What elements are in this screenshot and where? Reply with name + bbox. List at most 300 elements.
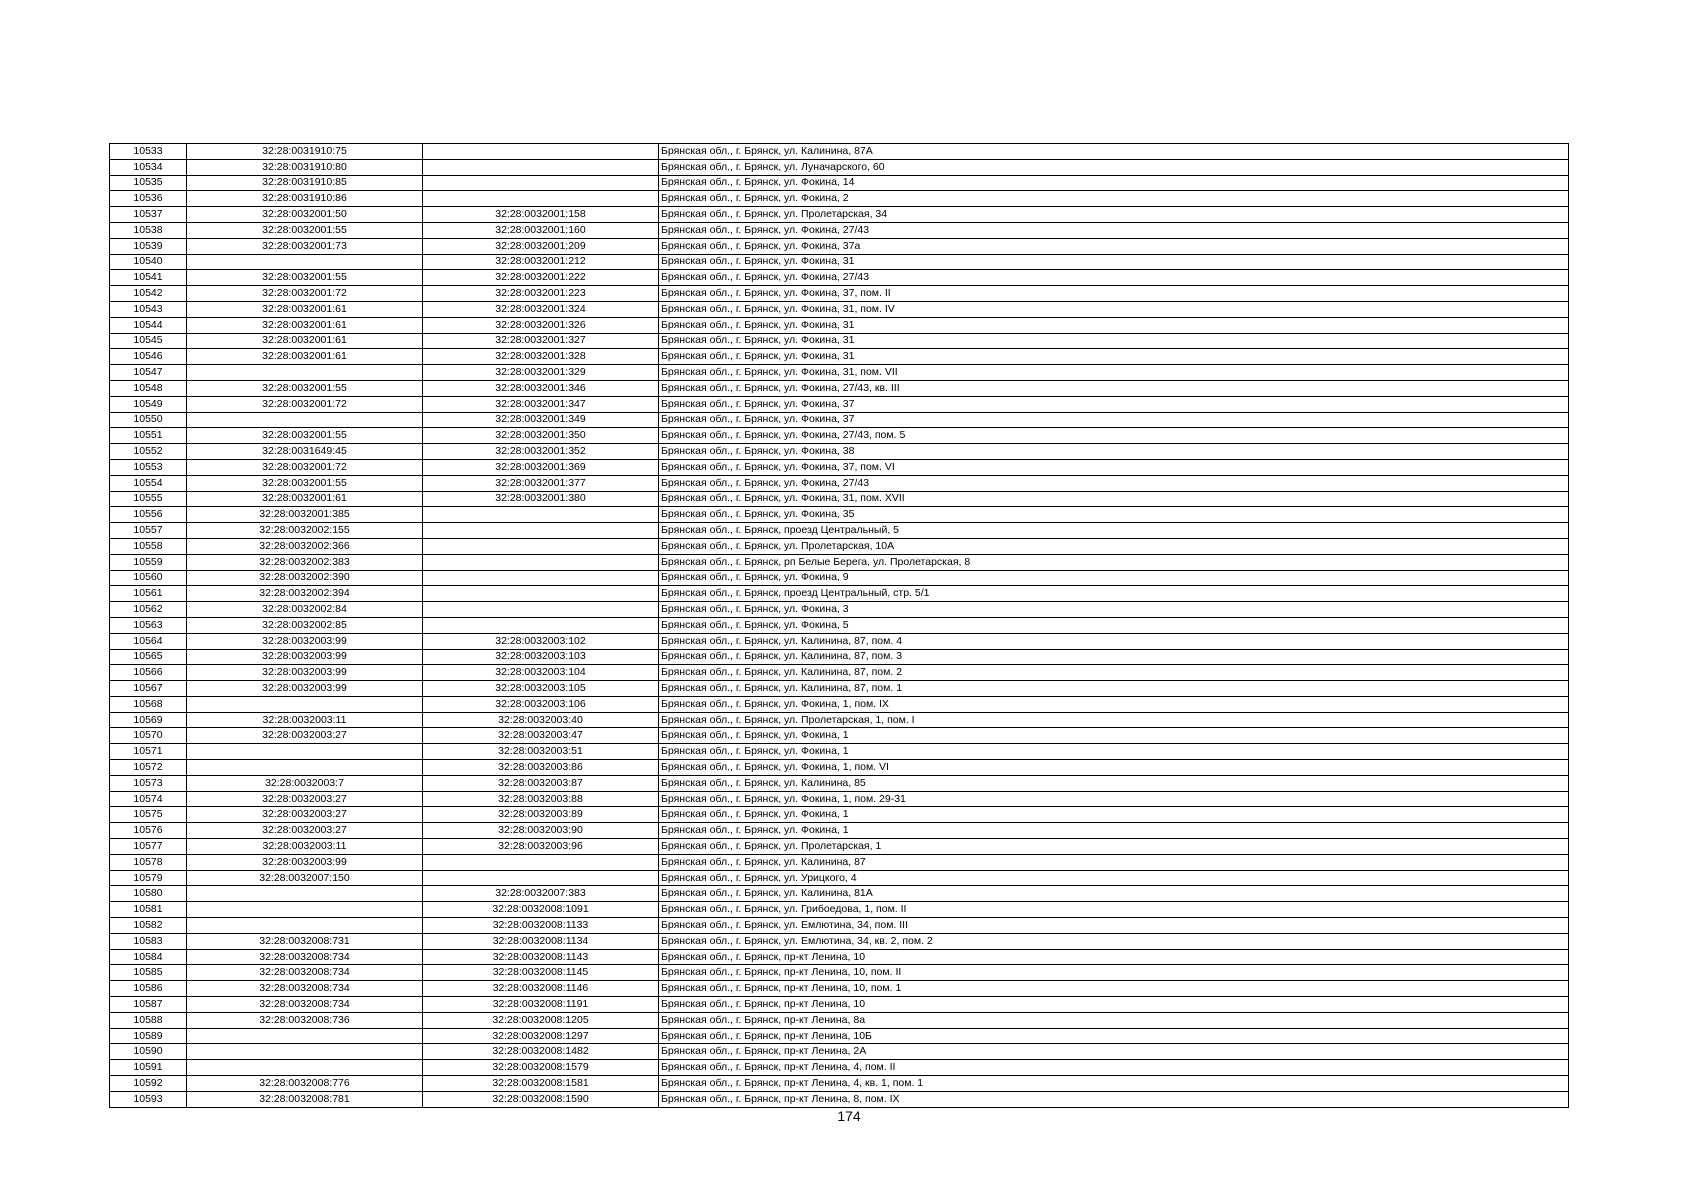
row-number-cell: 10542	[110, 286, 187, 302]
table-row	[110, 507, 1569, 523]
table-row	[110, 696, 1569, 712]
parcel-number-cell: 32:28:0032008:734	[187, 965, 423, 981]
address-cell: Брянская обл., г. Брянск, ул. Фокина, 5	[659, 617, 1569, 633]
address-cell: Брянская обл., г. Брянск, ул. Фокина, 1	[659, 744, 1569, 760]
object-number-cell: 32:28:0032003:89	[423, 807, 659, 823]
row-number-cell: 10590	[110, 1044, 187, 1060]
row-number-cell: 10593	[110, 1091, 187, 1107]
object-number-cell: 32:28:0032003:104	[423, 665, 659, 681]
object-number-cell: 32:28:0032003:47	[423, 728, 659, 744]
row-number-cell: 10571	[110, 744, 187, 760]
row-number-cell: 10546	[110, 349, 187, 365]
row-number-cell: 10559	[110, 554, 187, 570]
address-cell: Брянская обл., г. Брянск, пр-кт Ленина, 10	[659, 997, 1569, 1013]
object-number-cell: 32:28:0032008:1581	[423, 1076, 659, 1092]
parcel-number-cell	[187, 254, 423, 270]
table-row	[110, 1044, 1569, 1060]
parcel-number-cell: 32:28:0032001:61	[187, 349, 423, 365]
parcel-number-cell: 32:28:0032008:781	[187, 1091, 423, 1107]
address-cell: Брянская обл., г. Брянск, ул. Пролетарская, 10А	[659, 538, 1569, 554]
parcel-number-cell: 32:28:0032003:99	[187, 681, 423, 697]
object-number-cell	[423, 854, 659, 870]
address-cell: Брянская обл., г. Брянск, ул. Пролетарская, 34	[659, 207, 1569, 223]
object-number-cell	[423, 570, 659, 586]
row-number-cell: 10556	[110, 507, 187, 523]
address-cell: Брянская обл., г. Брянск, ул. Фокина, 31, пом. VII	[659, 365, 1569, 381]
table-row	[110, 491, 1569, 507]
table-row	[110, 191, 1569, 207]
row-number-cell: 10572	[110, 760, 187, 776]
table-row	[110, 1028, 1569, 1044]
row-number-cell: 10548	[110, 380, 187, 396]
table-row	[110, 886, 1569, 902]
parcel-number-cell: 32:28:0032003:11	[187, 839, 423, 855]
parcel-number-cell	[187, 696, 423, 712]
object-number-cell	[423, 617, 659, 633]
row-number-cell: 10564	[110, 633, 187, 649]
object-number-cell: 32:28:0032008:1297	[423, 1028, 659, 1044]
object-number-cell: 32:28:0032008:1091	[423, 902, 659, 918]
row-number-cell: 10539	[110, 238, 187, 254]
table-row	[110, 301, 1569, 317]
table-row	[110, 728, 1569, 744]
address-cell: Брянская обл., г. Брянск, проезд Центральный, 5	[659, 523, 1569, 539]
row-number-cell: 10561	[110, 586, 187, 602]
address-cell: Брянская обл., г. Брянск, ул. Фокина, 1	[659, 807, 1569, 823]
address-cell: Брянская обл., г. Брянск, ул. Фокина, 31	[659, 254, 1569, 270]
address-cell: Брянская обл., г. Брянск, пр-кт Ленина, 10	[659, 949, 1569, 965]
address-cell: Брянская обл., г. Брянск, ул. Фокина, 27/43	[659, 270, 1569, 286]
row-number-cell: 10558	[110, 538, 187, 554]
parcel-number-cell: 32:28:0032002:383	[187, 554, 423, 570]
parcel-number-cell: 32:28:0032001:61	[187, 491, 423, 507]
object-number-cell: 32:28:0032003:88	[423, 791, 659, 807]
object-number-cell: 32:28:0032008:1145	[423, 965, 659, 981]
row-number-cell: 10536	[110, 191, 187, 207]
object-number-cell	[423, 523, 659, 539]
table-row	[110, 649, 1569, 665]
address-cell: Брянская обл., г. Брянск, ул. Фокина, 27/43, пом. 5	[659, 428, 1569, 444]
row-number-cell: 10550	[110, 412, 187, 428]
row-number-cell: 10541	[110, 270, 187, 286]
table-row	[110, 586, 1569, 602]
parcel-number-cell: 32:28:0032002:366	[187, 538, 423, 554]
object-number-cell	[423, 602, 659, 618]
table-row	[110, 365, 1569, 381]
table-row	[110, 1012, 1569, 1028]
object-number-cell: 32:28:0032001:327	[423, 333, 659, 349]
address-cell: Брянская обл., г. Брянск, ул. Фокина, 31	[659, 333, 1569, 349]
table-row	[110, 380, 1569, 396]
parcel-number-cell: 32:28:0031910:86	[187, 191, 423, 207]
object-number-cell: 32:28:0032003:102	[423, 633, 659, 649]
object-number-cell: 32:28:0032008:1191	[423, 997, 659, 1013]
address-cell: Брянская обл., г. Брянск, ул. Фокина, 31, пом. XVII	[659, 491, 1569, 507]
table-row	[110, 617, 1569, 633]
row-number-cell: 10575	[110, 807, 187, 823]
object-number-cell: 32:28:0032001:369	[423, 459, 659, 475]
object-number-cell: 32:28:0032003:87	[423, 775, 659, 791]
row-number-cell: 10545	[110, 333, 187, 349]
object-number-cell: 32:28:0032008:1579	[423, 1060, 659, 1076]
object-number-cell: 32:28:0032008:1146	[423, 981, 659, 997]
parcel-number-cell	[187, 1028, 423, 1044]
parcel-number-cell: 32:28:0031910:75	[187, 144, 423, 160]
row-number-cell: 10538	[110, 222, 187, 238]
row-number-cell: 10555	[110, 491, 187, 507]
object-number-cell	[423, 538, 659, 554]
object-number-cell: 32:28:0032001:223	[423, 286, 659, 302]
object-number-cell	[423, 507, 659, 523]
object-number-cell: 32:28:0032001:222	[423, 270, 659, 286]
row-number-cell: 10568	[110, 696, 187, 712]
table-row	[110, 159, 1569, 175]
address-cell: Брянская обл., г. Брянск, пр-кт Ленина, 10, пом. II	[659, 965, 1569, 981]
table-row	[110, 554, 1569, 570]
parcel-number-cell: 32:28:0032001:55	[187, 428, 423, 444]
table-row	[110, 1091, 1569, 1107]
row-number-cell: 10552	[110, 444, 187, 460]
row-number-cell: 10584	[110, 949, 187, 965]
object-number-cell	[423, 144, 659, 160]
table-row	[110, 775, 1569, 791]
row-number-cell: 10579	[110, 870, 187, 886]
parcel-number-cell	[187, 744, 423, 760]
page-number: 174	[837, 1108, 861, 1124]
parcel-number-cell	[187, 886, 423, 902]
registry-table	[109, 143, 1569, 1108]
parcel-number-cell	[187, 918, 423, 934]
parcel-number-cell: 32:28:0032001:55	[187, 475, 423, 491]
table-row	[110, 333, 1569, 349]
table-row	[110, 254, 1569, 270]
address-cell: Брянская обл., г. Брянск, ул. Калинина, 87	[659, 854, 1569, 870]
address-cell: Брянская обл., г. Брянск, пр-кт Ленина, 4, кв. 1, пом. 1	[659, 1076, 1569, 1092]
address-cell: Брянская обл., г. Брянск, ул. Емлютина, 34, пом. III	[659, 918, 1569, 934]
object-number-cell: 32:28:0032001:212	[423, 254, 659, 270]
table-row	[110, 207, 1569, 223]
address-cell: Брянская обл., г. Брянск, ул. Фокина, 27/43	[659, 475, 1569, 491]
object-number-cell: 32:28:0032001:350	[423, 428, 659, 444]
address-cell: Брянская обл., г. Брянск, ул. Фокина, 1	[659, 728, 1569, 744]
row-number-cell: 10569	[110, 712, 187, 728]
row-number-cell: 10578	[110, 854, 187, 870]
table-row	[110, 839, 1569, 855]
table-row	[110, 222, 1569, 238]
address-cell: Брянская обл., г. Брянск, ул. Фокина, 37	[659, 412, 1569, 428]
object-number-cell: 32:28:0032008:1590	[423, 1091, 659, 1107]
parcel-number-cell: 32:28:0032003:27	[187, 791, 423, 807]
address-cell: Брянская обл., г. Брянск, рп Белые Берега, ул. Пролетарская, 8	[659, 554, 1569, 570]
row-number-cell: 10586	[110, 981, 187, 997]
row-number-cell: 10581	[110, 902, 187, 918]
table-row	[110, 286, 1569, 302]
parcel-number-cell: 32:28:0032001:55	[187, 270, 423, 286]
address-cell: Брянская обл., г. Брянск, ул. Пролетарская, 1	[659, 839, 1569, 855]
object-number-cell: 32:28:0032001:349	[423, 412, 659, 428]
parcel-number-cell: 32:28:0032001:61	[187, 317, 423, 333]
parcel-number-cell: 32:28:0032003:27	[187, 728, 423, 744]
parcel-number-cell: 32:28:0032002:85	[187, 617, 423, 633]
parcel-number-cell: 32:28:0032001:72	[187, 459, 423, 475]
address-cell: Брянская обл., г. Брянск, ул. Калинина, 87А	[659, 144, 1569, 160]
parcel-number-cell: 32:28:0032002:394	[187, 586, 423, 602]
parcel-number-cell: 32:28:0031910:80	[187, 159, 423, 175]
table-row	[110, 444, 1569, 460]
table-row	[110, 965, 1569, 981]
registry-table-body	[110, 144, 1569, 1108]
parcel-number-cell: 32:28:0032001:72	[187, 396, 423, 412]
address-cell: Брянская обл., г. Брянск, ул. Фокина, 9	[659, 570, 1569, 586]
object-number-cell: 32:28:0032003:103	[423, 649, 659, 665]
address-cell: Брянская обл., г. Брянск, ул. Фокина, 1, пом. IX	[659, 696, 1569, 712]
address-cell: Брянская обл., г. Брянск, ул. Калинина, 85	[659, 775, 1569, 791]
parcel-number-cell: 32:28:0032003:7	[187, 775, 423, 791]
row-number-cell: 10582	[110, 918, 187, 934]
table-row	[110, 317, 1569, 333]
address-cell: Брянская обл., г. Брянск, ул. Пролетарская, 1, пом. I	[659, 712, 1569, 728]
parcel-number-cell: 32:28:0032003:27	[187, 807, 423, 823]
row-number-cell: 10591	[110, 1060, 187, 1076]
table-row	[110, 396, 1569, 412]
parcel-number-cell: 32:28:0032002:155	[187, 523, 423, 539]
address-cell: Брянская обл., г. Брянск, ул. Емлютина, 34, кв. 2, пом. 2	[659, 933, 1569, 949]
parcel-number-cell: 32:28:0032008:734	[187, 981, 423, 997]
address-cell: Брянская обл., г. Брянск, ул. Фокина, 37	[659, 396, 1569, 412]
object-number-cell: 32:28:0032001:158	[423, 207, 659, 223]
object-number-cell: 32:28:0032001:209	[423, 238, 659, 254]
row-number-cell: 10567	[110, 681, 187, 697]
object-number-cell: 32:28:0032008:1133	[423, 918, 659, 934]
table-row	[110, 270, 1569, 286]
parcel-number-cell: 32:28:0032008:734	[187, 949, 423, 965]
address-cell: Брянская обл., г. Брянск, пр-кт Ленина, 10, пом. 1	[659, 981, 1569, 997]
row-number-cell: 10554	[110, 475, 187, 491]
address-cell: Брянская обл., г. Брянск, ул. Грибоедова, 1, пом. II	[659, 902, 1569, 918]
row-number-cell: 10574	[110, 791, 187, 807]
table-row	[110, 854, 1569, 870]
address-cell: Брянская обл., г. Брянск, ул. Калинина, 87, пом. 4	[659, 633, 1569, 649]
table-row	[110, 807, 1569, 823]
parcel-number-cell: 32:28:0032003:99	[187, 633, 423, 649]
object-number-cell: 32:28:0032003:51	[423, 744, 659, 760]
row-number-cell: 10588	[110, 1012, 187, 1028]
object-number-cell: 32:28:0032001:380	[423, 491, 659, 507]
object-number-cell: 32:28:0032008:1143	[423, 949, 659, 965]
object-number-cell: 32:28:0032008:1134	[423, 933, 659, 949]
row-number-cell: 10566	[110, 665, 187, 681]
table-row	[110, 428, 1569, 444]
parcel-number-cell	[187, 412, 423, 428]
table-row	[110, 870, 1569, 886]
parcel-number-cell: 32:28:0032003:27	[187, 823, 423, 839]
address-cell: Брянская обл., г. Брянск, ул. Фокина, 31	[659, 317, 1569, 333]
parcel-number-cell: 32:28:0032001:50	[187, 207, 423, 223]
row-number-cell: 10543	[110, 301, 187, 317]
object-number-cell: 32:28:0032001:328	[423, 349, 659, 365]
address-cell: Брянская обл., г. Брянск, ул. Фокина, 1, пом. VI	[659, 760, 1569, 776]
object-number-cell: 32:28:0032008:1482	[423, 1044, 659, 1060]
row-number-cell: 10557	[110, 523, 187, 539]
address-cell: Брянская обл., г. Брянск, ул. Фокина, 3	[659, 602, 1569, 618]
row-number-cell: 10585	[110, 965, 187, 981]
object-number-cell	[423, 159, 659, 175]
table-row	[110, 981, 1569, 997]
row-number-cell: 10563	[110, 617, 187, 633]
table-row	[110, 175, 1569, 191]
row-number-cell: 10577	[110, 839, 187, 855]
parcel-number-cell	[187, 365, 423, 381]
object-number-cell: 32:28:0032001:326	[423, 317, 659, 333]
parcel-number-cell	[187, 1060, 423, 1076]
address-cell: Брянская обл., г. Брянск, ул. Фокина, 1, пом. 29-31	[659, 791, 1569, 807]
row-number-cell: 10562	[110, 602, 187, 618]
row-number-cell: 10573	[110, 775, 187, 791]
row-number-cell: 10535	[110, 175, 187, 191]
object-number-cell: 32:28:0032003:106	[423, 696, 659, 712]
row-number-cell: 10560	[110, 570, 187, 586]
address-cell: Брянская обл., г. Брянск, ул. Калинина, 87, пом. 3	[659, 649, 1569, 665]
row-number-cell: 10540	[110, 254, 187, 270]
parcel-number-cell: 32:28:0032003:99	[187, 649, 423, 665]
parcel-number-cell: 32:28:0032001:385	[187, 507, 423, 523]
address-cell: Брянская обл., г. Брянск, ул. Фокина, 31, пом. IV	[659, 301, 1569, 317]
object-number-cell: 32:28:0032003:96	[423, 839, 659, 855]
table-row	[110, 681, 1569, 697]
parcel-number-cell: 32:28:0031649:45	[187, 444, 423, 460]
table-row	[110, 933, 1569, 949]
table-row	[110, 918, 1569, 934]
object-number-cell: 32:28:0032001:377	[423, 475, 659, 491]
address-cell: Брянская обл., г. Брянск, ул. Фокина, 27/43	[659, 222, 1569, 238]
address-cell: Брянская обл., г. Брянск, ул. Фокина, 2	[659, 191, 1569, 207]
table-row	[110, 791, 1569, 807]
address-cell: Брянская обл., г. Брянск, пр-кт Ленина, 4, пом. II	[659, 1060, 1569, 1076]
object-number-cell: 32:28:0032008:1205	[423, 1012, 659, 1028]
address-cell: Брянская обл., г. Брянск, пр-кт Ленина, 8, пом. IX	[659, 1091, 1569, 1107]
address-cell: Брянская обл., г. Брянск, ул. Фокина, 37а	[659, 238, 1569, 254]
address-cell: Брянская обл., г. Брянск, ул. Фокина, 14	[659, 175, 1569, 191]
row-number-cell: 10547	[110, 365, 187, 381]
parcel-number-cell	[187, 1044, 423, 1060]
object-number-cell	[423, 175, 659, 191]
object-number-cell: 32:28:0032003:40	[423, 712, 659, 728]
table-row	[110, 602, 1569, 618]
table-row	[110, 1060, 1569, 1076]
address-cell: Брянская обл., г. Брянск, ул. Калинина, 87, пом. 2	[659, 665, 1569, 681]
object-number-cell: 32:28:0032001:160	[423, 222, 659, 238]
row-number-cell: 10553	[110, 459, 187, 475]
row-number-cell: 10589	[110, 1028, 187, 1044]
parcel-number-cell	[187, 902, 423, 918]
table-row	[110, 570, 1569, 586]
object-number-cell: 32:28:0032001:346	[423, 380, 659, 396]
object-number-cell: 32:28:0032003:90	[423, 823, 659, 839]
object-number-cell: 32:28:0032007:383	[423, 886, 659, 902]
parcel-number-cell: 32:28:0032008:734	[187, 997, 423, 1013]
row-number-cell: 10580	[110, 886, 187, 902]
parcel-number-cell: 32:28:0032001:73	[187, 238, 423, 254]
address-cell: Брянская обл., г. Брянск, проезд Центральный, стр. 5/1	[659, 586, 1569, 602]
table-row	[110, 633, 1569, 649]
address-cell: Брянская обл., г. Брянск, ул. Калинина, 87, пом. 1	[659, 681, 1569, 697]
address-cell: Брянская обл., г. Брянск, ул. Фокина, 37, пом. VI	[659, 459, 1569, 475]
address-cell: Брянская обл., г. Брянск, ул. Урицкого, 4	[659, 870, 1569, 886]
object-number-cell	[423, 191, 659, 207]
address-cell: Брянская обл., г. Брянск, ул. Фокина, 27/43, кв. III	[659, 380, 1569, 396]
row-number-cell: 10587	[110, 997, 187, 1013]
object-number-cell: 32:28:0032003:105	[423, 681, 659, 697]
table-row	[110, 665, 1569, 681]
object-number-cell: 32:28:0032001:347	[423, 396, 659, 412]
table-row	[110, 823, 1569, 839]
parcel-number-cell	[187, 760, 423, 776]
address-cell: Брянская обл., г. Брянск, ул. Калинина, 81А	[659, 886, 1569, 902]
parcel-number-cell: 32:28:0032001:72	[187, 286, 423, 302]
row-number-cell: 10570	[110, 728, 187, 744]
parcel-number-cell: 32:28:0032001:61	[187, 333, 423, 349]
address-cell: Брянская обл., г. Брянск, ул. Фокина, 37, пом. II	[659, 286, 1569, 302]
object-number-cell	[423, 586, 659, 602]
row-number-cell: 10544	[110, 317, 187, 333]
address-cell: Брянская обл., г. Брянск, ул. Фокина, 1	[659, 823, 1569, 839]
address-cell: Брянская обл., г. Брянск, пр-кт Ленина, 10Б	[659, 1028, 1569, 1044]
object-number-cell: 32:28:0032001:352	[423, 444, 659, 460]
parcel-number-cell: 32:28:0032002:390	[187, 570, 423, 586]
address-cell: Брянская обл., г. Брянск, ул. Фокина, 38	[659, 444, 1569, 460]
row-number-cell: 10551	[110, 428, 187, 444]
table-row	[110, 412, 1569, 428]
table-row	[110, 475, 1569, 491]
table-row	[110, 538, 1569, 554]
row-number-cell: 10549	[110, 396, 187, 412]
row-number-cell: 10565	[110, 649, 187, 665]
row-number-cell: 10583	[110, 933, 187, 949]
parcel-number-cell: 32:28:0032003:11	[187, 712, 423, 728]
table-row	[110, 349, 1569, 365]
parcel-number-cell: 32:28:0032008:731	[187, 933, 423, 949]
parcel-number-cell: 32:28:0032001:61	[187, 301, 423, 317]
table-row	[110, 144, 1569, 160]
parcel-number-cell: 32:28:0032003:99	[187, 665, 423, 681]
address-cell: Брянская обл., г. Брянск, ул. Луначарского, 60	[659, 159, 1569, 175]
table-row	[110, 523, 1569, 539]
parcel-number-cell: 32:28:0032003:99	[187, 854, 423, 870]
address-cell: Брянская обл., г. Брянск, ул. Фокина, 31	[659, 349, 1569, 365]
table-row	[110, 744, 1569, 760]
table-row	[110, 1076, 1569, 1092]
parcel-number-cell: 32:28:0031910:85	[187, 175, 423, 191]
table-row	[110, 459, 1569, 475]
row-number-cell: 10576	[110, 823, 187, 839]
parcel-number-cell: 32:28:0032008:736	[187, 1012, 423, 1028]
parcel-number-cell: 32:28:0032008:776	[187, 1076, 423, 1092]
row-number-cell: 10592	[110, 1076, 187, 1092]
parcel-number-cell: 32:28:0032002:84	[187, 602, 423, 618]
object-number-cell: 32:28:0032001:329	[423, 365, 659, 381]
address-cell: Брянская обл., г. Брянск, пр-кт Ленина, 2А	[659, 1044, 1569, 1060]
row-number-cell: 10534	[110, 159, 187, 175]
row-number-cell: 10533	[110, 144, 187, 160]
table-row	[110, 238, 1569, 254]
address-cell: Брянская обл., г. Брянск, пр-кт Ленина, 8а	[659, 1012, 1569, 1028]
table-row	[110, 997, 1569, 1013]
object-number-cell: 32:28:0032003:86	[423, 760, 659, 776]
table-row	[110, 902, 1569, 918]
parcel-number-cell: 32:28:0032001:55	[187, 380, 423, 396]
parcel-number-cell: 32:28:0032007:150	[187, 870, 423, 886]
table-row	[110, 760, 1569, 776]
